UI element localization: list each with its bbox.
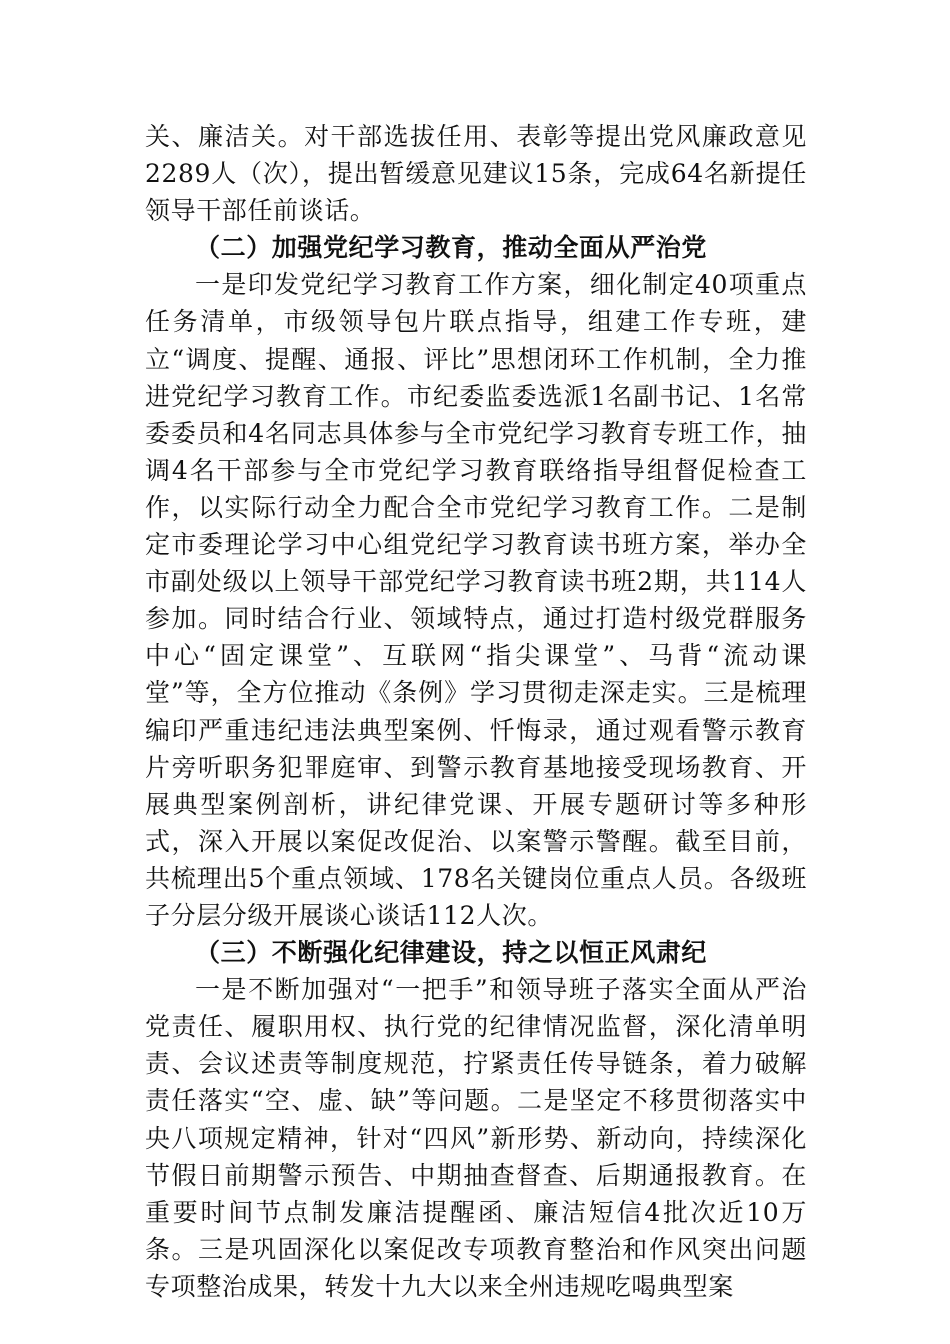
document-body: [145, 118, 807, 1305]
paragraph-section-2-body: 一是印发党纪学习教育工作方案，细化制定40项重点任务清单，市级领导包片联点指导，组建工作专班，建立“调度、提醒、通报、评比”思想闭环工作机制，全力推进党纪学习教育工作。市纪委监委选派1名副书记、1名常委委员和4名同志具体参与全市党纪学习教育专班工作，抽调4名干部参与全市党纪学习教育联络指导组督促检查工作，以实际行动全力配合全市党纪学习教育工作。二是制定市委理论学习中心组党纪学习教育读书班方案，举办全市副处级以上领导干部党纪学习教育读书班2期，共114人参加。同时结合行业、领域特点，通过打造村级党群服务中心“固定课堂”、互联网“指尖课堂”、马背“流动课堂”等，全方位推动《条例》学习贯彻走深走实。三是梳理编印严重违纪违法典型案例、忏悔录，通过观看警示教育片旁听职务犯罪庭审、到警示教育基地接受现场教育、开展典型案例剖析，讲纪律党课、开展专题研讨等多种形式，深入开展以案促改促治、以案警示警醒。截至目前，共梳理出5个重点领域、178名关键岗位重点人员。各级班子分层分级开展谈心谈话112人次。: [145, 270, 807, 930]
section-heading-3: （三）不断强化纪律建设，持之以恒正风肃纪: [195, 938, 708, 968]
paragraph-continuation: 关、廉洁关。对干部选拔任用、表彰等提出党风廉政意见2289人（次），提出暂缓意见建议15条，完成64名新提任领导干部任前谈话。: [145, 122, 807, 226]
section-heading-2: （二）加强党纪学习教育，推动全面从严治党: [195, 233, 708, 263]
paragraph-section-3-body: 一是不断加强对“一把手”和领导班子落实全面从严治党责任、履职用权、执行党的纪律情况监督，深化清单明责、会议述责等制度规范，拧紧责任传导链条，着力破解责任落实“空、虚、缺”等问题。二是坚定不移贯彻落实中央八项规定精神，针对“四风”新形势、新动向，持续深化节假日前期警示预告、中期抽查督查、后期通报教育。在重要时间节点制发廉洁提醒函、廉洁短信4批次近10万条。三是巩固深化以案促改专项教育整治和作风突出问题专项整治成果，转发十九大以来全州违规吃喝典型案: [145, 975, 807, 1301]
